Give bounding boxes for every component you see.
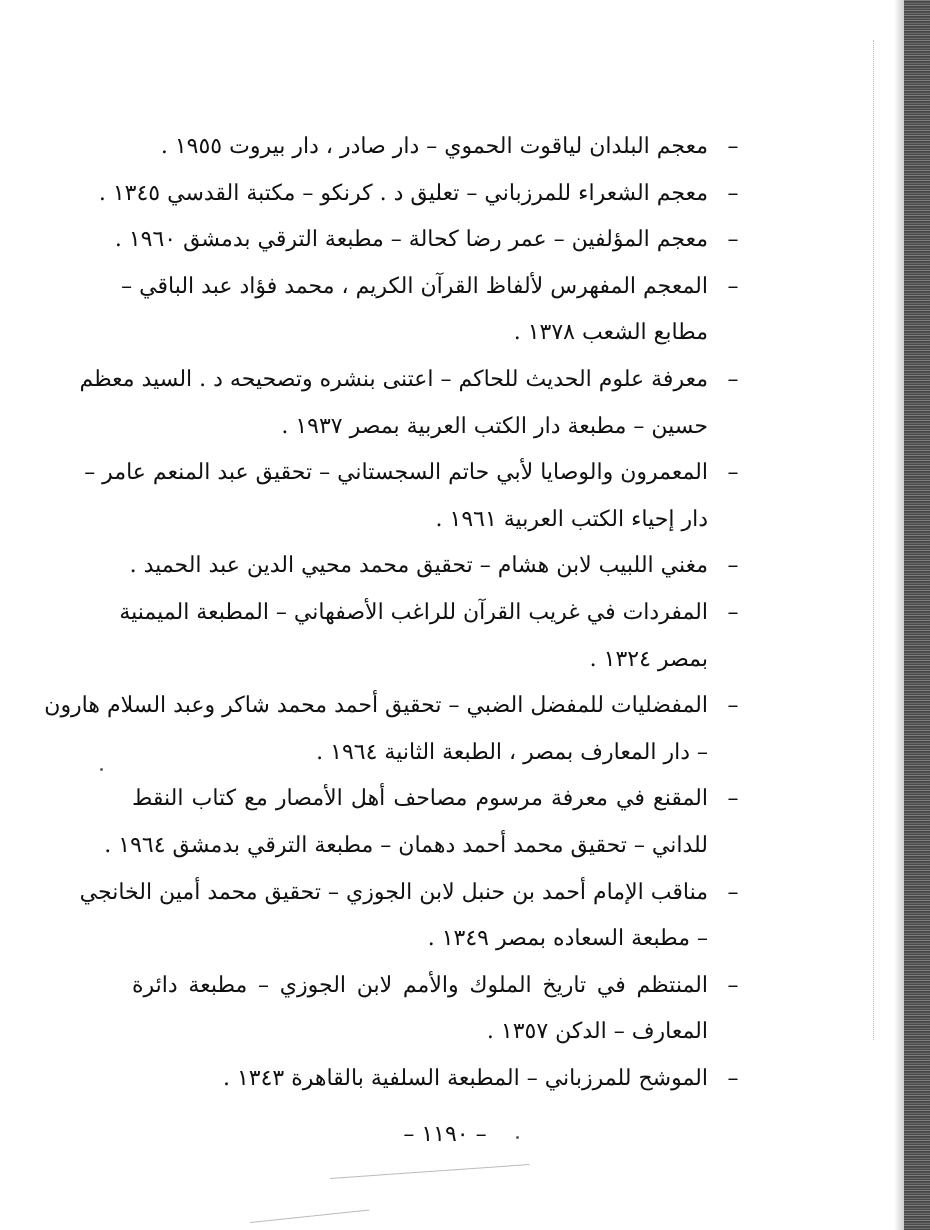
entry-dash: – xyxy=(727,786,739,812)
page-edge-marks xyxy=(873,40,886,1040)
entry-dash: – xyxy=(727,972,739,998)
entry-line: – دار المعارف بمصر ، الطبعة الثانية ١٩٦٤ . xyxy=(316,739,708,765)
book-binding-edge xyxy=(904,0,930,1230)
entry-dash: – xyxy=(727,227,739,253)
entry-line: المنتظم في تاريخ الملوك والأمم لابن الجوزي – مطبعة دائرة xyxy=(132,972,708,998)
entry-line: المعمرون والوصايا لأبي حاتم السجستاني – تحقيق عبد المنعم عامر – xyxy=(84,460,708,486)
entry-dash: – xyxy=(727,1065,739,1091)
bibliography-entry xyxy=(121,264,739,357)
entry-line: المفردات في غريب القرآن للراغب الأصفهاني – المطبعة الميمنية xyxy=(119,599,708,625)
entry-line: معجم المؤلفين – عمر رضا كحالة – مطبعة الترقي بدمشق ١٩٦٠ . xyxy=(114,227,708,253)
entry-line: للداني – تحقيق محمد أحمد دهمان – مطبعة الترقي بدمشق ١٩٦٤ . xyxy=(104,832,708,858)
entry-dash: – xyxy=(727,879,739,905)
scan-speck xyxy=(100,768,103,771)
entry-line: المقنع في معرفة مرسوم مصاحف أهل الأمصار مع كتاب النقط xyxy=(132,786,708,812)
bibliography-entry xyxy=(98,171,739,218)
entry-line: مطابع الشعب ١٣٧٨ . xyxy=(513,320,708,346)
bibliography-list xyxy=(44,124,739,1102)
bibliography-entry xyxy=(79,870,739,963)
entry-dash: – xyxy=(727,366,739,392)
entry-dash: – xyxy=(727,180,739,206)
entry-line: بمصر ١٣٢٤ . xyxy=(589,646,708,672)
bibliography-entry xyxy=(114,217,739,264)
bibliography-entry xyxy=(119,590,739,683)
bibliography-entry xyxy=(132,963,739,1056)
bibliography-entry xyxy=(79,357,739,450)
bibliography-entry xyxy=(104,776,739,869)
entry-dash: – xyxy=(727,134,739,159)
bibliography-entry xyxy=(44,683,739,776)
entry-line: المعارف – الدكن ١٣٥٧ . xyxy=(486,1019,708,1045)
entry-line: مغني اللبيب لابن هشام – تحقيق محمد محيي الدين عبد الحميد . xyxy=(129,553,708,579)
binding-shadow xyxy=(894,0,904,1230)
entry-dash: – xyxy=(727,693,739,719)
entry-line: معجم البلدان لياقوت الحموي – دار صادر ، دار بيروت ١٩٥٥ . xyxy=(160,134,708,159)
bibliography-entry xyxy=(84,450,739,543)
entry-line: – مطبعة السعاده بمصر ١٣٤٩ . xyxy=(427,926,708,952)
entry-line: معرفة علوم الحديث للحاكم – اعتنى بنشره وتصحيحه د . السيد معظم xyxy=(79,366,708,392)
entry-line: دار إحياء الكتب العربية ١٩٦١ . xyxy=(435,506,708,532)
scan-artifact xyxy=(250,1209,369,1223)
entry-dash: – xyxy=(727,273,739,299)
entry-dash: – xyxy=(727,460,739,486)
scan-artifact xyxy=(330,1164,530,1179)
entry-line: مناقب الإمام أحمد بن حنبل لابن الجوزي – تحقيق محمد أمين الخانجي xyxy=(79,879,708,905)
entry-line: المعجم المفهرس لألفاظ القرآن الكريم ، محمد فؤاد عبد الباقي – xyxy=(121,273,708,299)
entry-line: المفضليات للمفضل الضبي – تحقيق أحمد محمد شاكر وعبد السلام هارون xyxy=(44,693,708,719)
bibliography-entry xyxy=(129,543,739,590)
entry-dash: – xyxy=(727,553,739,579)
entry-line: حسين – مطبعة دار الكتب العربية بمصر ١٩٣٧ . xyxy=(281,413,708,439)
page-number: – ١١٩٠ – xyxy=(403,1122,487,1147)
bibliography-entry xyxy=(132,1056,739,1103)
scan-speck xyxy=(516,1136,519,1139)
entry-dash: – xyxy=(727,599,739,625)
entry-line: معجم الشعراء للمرزباني – تعليق د . كرنكو – مكتبة القدسي ١٣٤٥ . xyxy=(98,180,708,206)
entry-line: الموشح للمرزباني – المطبعة السلفية بالقاهرة ١٣٤٣ . xyxy=(222,1065,708,1091)
bibliography-entry xyxy=(132,124,739,171)
